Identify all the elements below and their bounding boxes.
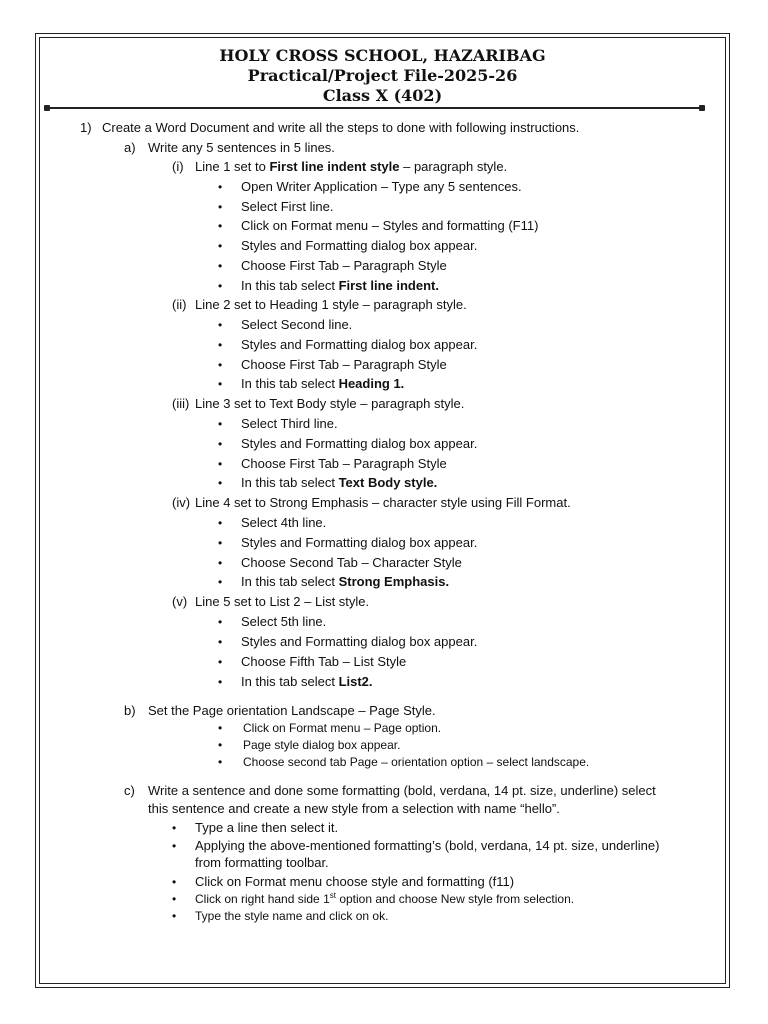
- qa-label: a): [124, 140, 136, 155]
- list-item: Type a line then select it.: [195, 820, 339, 835]
- list-item-continuation: from formatting toolbar.: [195, 855, 329, 870]
- list-item: Select Second line.: [241, 317, 353, 332]
- bullet-icon: •: [218, 615, 223, 629]
- bullet-icon: •: [218, 417, 223, 431]
- list-item: Choose Fifth Tab – List Style: [241, 654, 407, 669]
- list-item: Select 5th line.: [241, 614, 327, 629]
- qb-text: Set the Page orientation Landscape – Page Style.: [148, 703, 436, 718]
- list-item: Page style dialog box appear.: [243, 738, 401, 752]
- class-title: Class X (402): [322, 86, 443, 105]
- rule-end-right: [699, 105, 705, 111]
- bullet-icon: •: [218, 180, 223, 194]
- list-item: In this tab select Text Body style.: [241, 475, 438, 490]
- list-item: Styles and Formatting dialog box appear.: [241, 238, 478, 253]
- bullet-icon: •: [218, 575, 223, 589]
- list-item: Choose First Tab – Paragraph Style: [241, 456, 447, 471]
- bullet-icon: •: [172, 892, 177, 906]
- bullet-icon: •: [172, 875, 177, 889]
- bullet-icon: •: [218, 556, 223, 570]
- item-ii-number: (ii): [172, 297, 187, 312]
- list-item: Styles and Formatting dialog box appear.: [241, 337, 478, 352]
- list-item: Styles and Formatting dialog box appear.: [241, 436, 478, 451]
- item-v-number: (v): [172, 594, 188, 609]
- bullet-icon: •: [218, 338, 223, 352]
- list-item: Type the style name and click on ok.: [195, 909, 389, 923]
- qc-label: c): [124, 783, 135, 798]
- bullet-icon: •: [218, 536, 223, 550]
- list-item: Click on Format menu – Page option.: [243, 721, 442, 735]
- list-item: Choose Second Tab – Character Style: [241, 555, 462, 570]
- bullet-icon: •: [218, 358, 223, 372]
- list-item: Styles and Formatting dialog box appear.: [241, 634, 478, 649]
- list-item: Choose First Tab – Paragraph Style: [241, 258, 447, 273]
- bullet-icon: •: [218, 279, 223, 293]
- list-item: Select Third line.: [241, 416, 338, 431]
- bullet-icon: •: [218, 655, 223, 669]
- list-item: Open Writer Application – Type any 5 sentences.: [241, 179, 522, 194]
- bullet-icon: •: [218, 200, 223, 214]
- bullet-icon: •: [218, 516, 223, 530]
- list-item: Choose second tab Page – orientation option – select landscape.: [243, 755, 590, 769]
- qc-text-line2: this sentence and create a new style from a selection with name “hello”.: [148, 801, 560, 816]
- bullet-icon: •: [218, 721, 223, 735]
- bullet-icon: •: [218, 738, 223, 752]
- list-item: Select 4th line.: [241, 515, 327, 530]
- list-item: In this tab select Heading 1.: [241, 376, 405, 391]
- bullet-icon: •: [218, 219, 223, 233]
- q1-text: Create a Word Document and write all the steps to done with following instructions.: [102, 120, 580, 135]
- school-name: HOLY CROSS SCHOOL, HAZARIBAG: [219, 46, 546, 65]
- list-item: Click on right hand side 1st option and choose New style from selection.: [195, 891, 575, 906]
- list-item: Styles and Formatting dialog box appear.: [241, 535, 478, 550]
- item-iii-heading: Line 3 set to Text Body style – paragraph style.: [195, 396, 465, 411]
- list-item: Select First line.: [241, 199, 334, 214]
- bullet-icon: •: [172, 909, 177, 923]
- item-i-heading: Line 1 set to First line indent style – paragraph style.: [195, 159, 508, 174]
- qc-text-line1: Write a sentence and done some formatting (bold, verdana, 14 pt. size, underline) select: [148, 783, 656, 798]
- bullet-icon: •: [218, 259, 223, 273]
- item-iii-number: (iii): [172, 396, 190, 411]
- q1-number: 1): [80, 120, 92, 135]
- bullet-icon: •: [172, 839, 177, 853]
- item-i-number: (i): [172, 159, 184, 174]
- bullet-icon: •: [172, 821, 177, 835]
- document-header: [40, 46, 725, 106]
- bullet-icon: •: [218, 318, 223, 332]
- item-iv-number: (iv): [172, 495, 191, 510]
- list-item: In this tab select First line indent.: [241, 278, 439, 293]
- qb-label: b): [124, 703, 136, 718]
- bullet-icon: •: [218, 377, 223, 391]
- bullet-icon: •: [218, 635, 223, 649]
- list-item: In this tab select List2.: [241, 674, 373, 689]
- header-rule: [47, 107, 702, 109]
- qa-text: Write any 5 sentences in 5 lines.: [148, 140, 335, 155]
- bullet-icon: •: [218, 239, 223, 253]
- bullet-icon: •: [218, 755, 223, 769]
- list-item: Click on Format menu – Styles and formatting (F11): [241, 218, 539, 233]
- list-item: Choose First Tab – Paragraph Style: [241, 357, 447, 372]
- bullet-icon: •: [218, 457, 223, 471]
- list-item: Applying the above-mentioned formatting’s (bold, verdana, 14 pt. size, underline): [195, 838, 660, 853]
- bullet-icon: •: [218, 437, 223, 451]
- item-v-heading: Line 5 set to List 2 – List style.: [195, 594, 370, 609]
- bullet-icon: •: [218, 675, 223, 689]
- file-title: Practical/Project File-2025-26: [247, 66, 518, 85]
- list-item: In this tab select Strong Emphasis.: [241, 574, 450, 589]
- bullet-icon: •: [218, 476, 223, 490]
- item-iv-heading: Line 4 set to Strong Emphasis – character style using Fill Format.: [195, 495, 571, 510]
- list-item: Click on Format menu choose style and formatting (f11): [195, 874, 515, 889]
- item-ii-heading: Line 2 set to Heading 1 style – paragraph style.: [195, 297, 467, 312]
